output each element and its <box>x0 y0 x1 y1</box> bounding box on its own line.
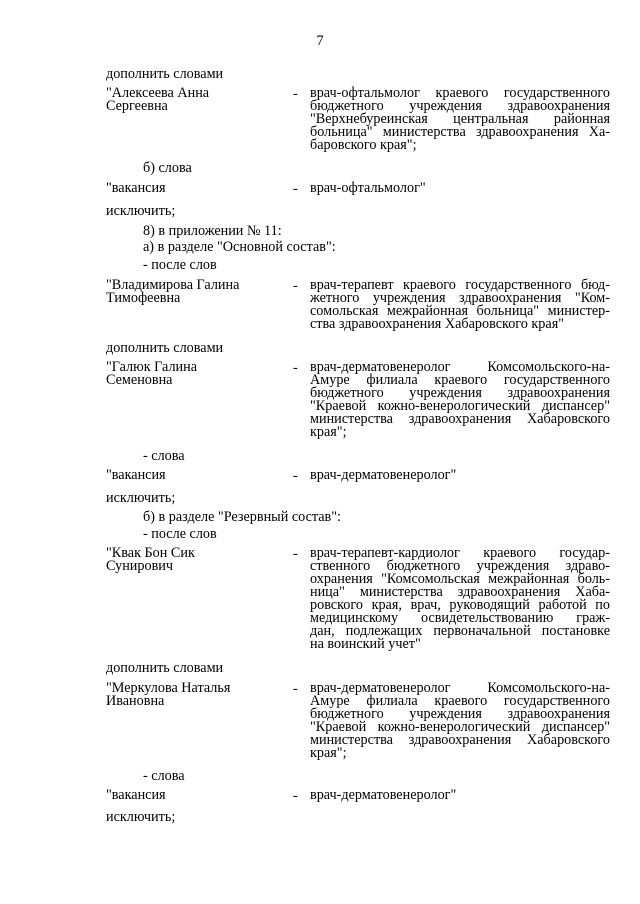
description-line: министерства здравоохранения Хабаровского <box>310 732 610 748</box>
section-label: дополнить словами <box>106 660 224 676</box>
person-name <box>106 361 197 387</box>
indented-text: - после слов <box>143 526 217 542</box>
description-line: на воинский учет" <box>310 636 421 652</box>
person-name <box>106 547 195 573</box>
description-line: ница" министерства здравоохранения Хаба- <box>310 584 610 600</box>
description-line: дан, подлежащих первоначальной постановке <box>310 623 610 639</box>
indented-text: б) слова <box>143 160 192 176</box>
dash-separator: - <box>293 86 298 102</box>
description-line: бюджетного учреждения здравоохранения <box>310 706 610 722</box>
person-name <box>106 789 166 802</box>
person-name-line: Семеновна <box>106 372 173 388</box>
description-line: врач-дерматовенеролог" <box>310 787 457 803</box>
position-description <box>310 789 610 802</box>
description-line: ровского края, врач, руководящий работой по <box>310 597 610 613</box>
description-line: ства здравоохранения Хабаровского края" <box>310 316 565 332</box>
person-name-line: Ивановна <box>106 693 165 709</box>
position-description <box>310 279 610 331</box>
dash-separator: - <box>293 546 298 562</box>
position-description <box>310 87 610 152</box>
description-line: бюджетного учреждения здравоохранения <box>310 98 610 114</box>
indented-text: 8) в приложении № 11: <box>143 223 282 239</box>
person-name-line: "Квак Бон Сик <box>106 545 195 561</box>
description-line: сомольская межрайонная больница" министер- <box>310 303 610 319</box>
person-name <box>106 279 239 305</box>
position-description <box>310 469 610 482</box>
description-line: ственного бюджетного учреждения здраво- <box>310 558 610 574</box>
description-line: больница" министерства здравоохранения Ха- <box>310 124 610 140</box>
dash-separator: - <box>293 278 298 294</box>
description-line: врач-дерматовенеролог" <box>310 467 457 483</box>
position-description <box>310 547 610 651</box>
section-label: дополнить словами <box>106 66 224 82</box>
person-name-line: Сунирович <box>106 558 174 574</box>
description-line: "Краевой кожно-венерологический диспансер" <box>310 398 610 414</box>
person-name-line: Тимофеевна <box>106 290 181 306</box>
description-line: "Верхнебуреинская центральная районная <box>310 111 610 127</box>
person-name-line: "вакансия <box>106 787 166 803</box>
dash-separator: - <box>293 360 298 376</box>
indented-text: б) в разделе "Резервный состав": <box>143 509 341 525</box>
description-line: врач-офтальмолог краевого государственного <box>310 85 610 101</box>
person-name-line: Сергеевна <box>106 98 168 114</box>
description-line: врач-дерматовенеролог Комсомольского-на- <box>310 359 610 375</box>
description-line: края"; <box>310 424 347 440</box>
section-label: исключить; <box>106 490 176 506</box>
indented-text: - слова <box>143 448 185 464</box>
person-name <box>106 682 230 708</box>
description-line: медицинскому освидетельствованию граж- <box>310 610 610 626</box>
description-line: врач-терапевт краевого государственного бюд- <box>310 277 610 293</box>
person-name-line: "Алексеева Анна <box>106 85 210 101</box>
indented-text: - слова <box>143 768 185 784</box>
dash-separator: - <box>293 788 298 804</box>
description-line: баровского края"; <box>310 137 417 153</box>
person-name-line: "Галюк Галина <box>106 359 198 375</box>
person-name <box>106 87 209 113</box>
person-name-line: "вакансия <box>106 467 166 483</box>
dash-separator: - <box>293 468 298 484</box>
indented-text: - после слов <box>143 257 217 273</box>
description-line: врач-терапевт-кардиолог краевого государ- <box>310 545 610 561</box>
dash-separator: - <box>293 681 298 697</box>
person-name <box>106 469 166 482</box>
person-name-line: "Меркулова Наталья <box>106 680 231 696</box>
description-line: "Краевой кожно-венерологический диспансер" <box>310 719 610 735</box>
person-name-line: "вакансия <box>106 180 166 196</box>
section-label: исключить; <box>106 203 176 219</box>
section-label: дополнить словами <box>106 340 224 356</box>
person-name <box>106 182 166 195</box>
description-line: Амуре филиала краевого государственного <box>310 372 610 388</box>
position-description <box>310 182 610 195</box>
description-line: Амуре филиала краевого государственного <box>310 693 610 709</box>
person-name-line: "Владимирова Галина <box>106 277 240 293</box>
description-line: края"; <box>310 745 347 761</box>
page-number: 7 <box>316 33 324 49</box>
description-line: врач-дерматовенеролог Комсомольского-на- <box>310 680 610 696</box>
description-line: бюджетного учреждения здравоохранения <box>310 385 610 401</box>
description-line: министерства здравоохранения Хабаровского <box>310 411 610 427</box>
description-line: жетного учреждения здравоохранения "Ком- <box>310 290 610 306</box>
dash-separator: - <box>293 181 298 197</box>
position-description <box>310 682 610 760</box>
description-line: врач-офтальмолог" <box>310 180 426 196</box>
description-line: охранения "Комсомольская межрайонная боль- <box>310 571 610 587</box>
section-label: исключить; <box>106 809 176 825</box>
indented-text: а) в разделе "Основной состав": <box>143 239 336 255</box>
position-description <box>310 361 610 439</box>
